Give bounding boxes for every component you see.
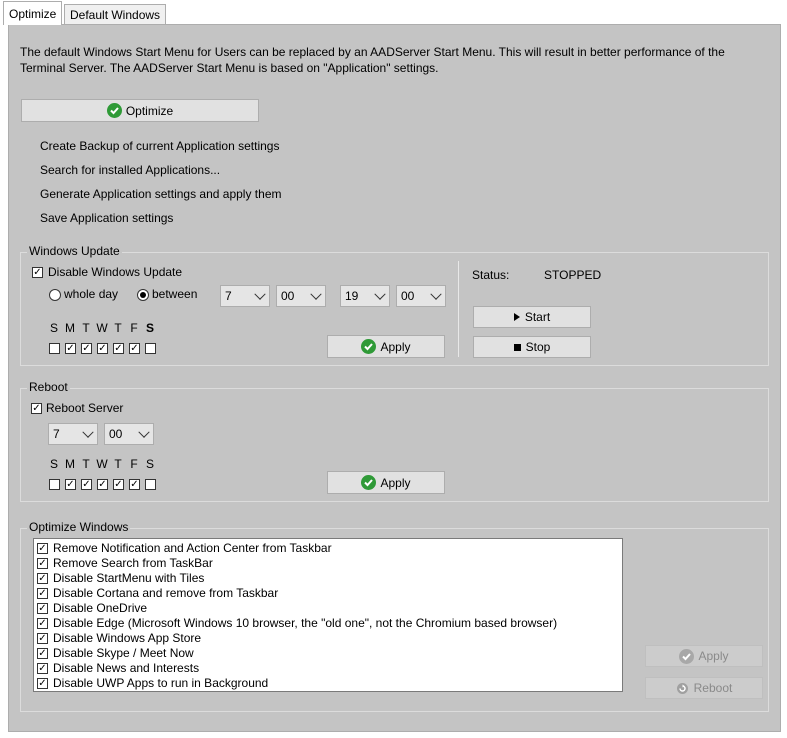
wu-day-checkbox-sun[interactable]	[49, 343, 60, 354]
from-hour-select[interactable]	[220, 285, 270, 307]
reboot-day-checkbox-tue[interactable]	[81, 479, 92, 490]
step-create-backup: Create Backup of current Application settings	[40, 139, 280, 153]
list-item-checkbox[interactable]	[37, 603, 48, 614]
tab-default-windows[interactable]: Default Windows	[64, 4, 166, 25]
chevron-down-icon	[254, 289, 265, 300]
reboot-day-checkbox-wed[interactable]	[97, 479, 108, 490]
play-icon	[514, 313, 520, 321]
list-item-label: Disable StartMenu with Tiles	[53, 571, 205, 585]
list-item-checkbox[interactable]	[37, 633, 48, 644]
reboot-day-checkbox-thu[interactable]	[113, 479, 124, 490]
chevron-down-icon	[138, 427, 149, 438]
list-item-checkbox[interactable]	[37, 588, 48, 599]
windows-update-apply-label: Apply	[380, 339, 411, 354]
wu-day-label: T	[82, 321, 90, 335]
reboot-day-label: M	[65, 457, 75, 471]
disable-windows-update-label: Disable Windows Update	[48, 265, 183, 279]
list-item-checkbox[interactable]	[37, 663, 48, 674]
wu-day-label: F	[130, 321, 138, 335]
from-hour-value: 7	[225, 289, 232, 303]
reboot-server-label: Reboot Server	[46, 401, 124, 415]
list-item-checkbox[interactable]	[37, 558, 48, 569]
optimize-panel	[8, 24, 781, 732]
whole-day-radio[interactable]	[49, 289, 61, 301]
list-item-label: Disable Windows App Store	[53, 631, 202, 645]
chevron-down-icon	[430, 289, 441, 300]
reboot-day-label: T	[114, 457, 122, 471]
chevron-down-icon	[82, 427, 93, 438]
reboot-apply-label: Apply	[380, 475, 411, 490]
list-item-label: Disable Edge (Microsoft Windows 10 browser, the "old one", not the Chromium based browser)	[53, 616, 558, 630]
list-item-label: Disable UWP Apps to run in Background	[53, 676, 269, 690]
list-item-label: Remove Notification and Action Center from Taskbar	[53, 541, 332, 555]
start-button-label: Start	[524, 310, 551, 324]
step-generate-settings: Generate Application settings and apply them	[40, 187, 282, 201]
chevron-down-icon	[310, 289, 321, 300]
from-minute-select[interactable]	[276, 285, 326, 307]
from-minute-value: 00	[281, 289, 295, 303]
between-radio[interactable]	[137, 289, 149, 301]
reboot-day-checkbox-mon[interactable]	[65, 479, 76, 490]
whole-day-label: whole day	[64, 287, 119, 301]
reboot-title: Reboot	[29, 380, 68, 394]
wu-day-checkbox-wed[interactable]	[97, 343, 108, 354]
optimize-windows-title: Optimize Windows	[29, 520, 129, 534]
reboot-hour-select[interactable]	[48, 423, 98, 445]
wu-day-checkbox-thu[interactable]	[113, 343, 124, 354]
wu-day-label: S	[49, 321, 58, 335]
status-label: Status:	[472, 268, 510, 282]
reboot-minute-select[interactable]	[104, 423, 154, 445]
wu-day-label: W	[96, 321, 108, 335]
reboot-day-label: T	[82, 457, 90, 471]
optimize-windows-list[interactable]	[33, 538, 623, 692]
reboot-day-checkbox-sun[interactable]	[49, 479, 60, 490]
reboot-day-label: S	[145, 457, 154, 471]
list-item-checkbox[interactable]	[37, 618, 48, 629]
wu-day-label: M	[65, 321, 75, 335]
wu-day-checkbox-sat[interactable]	[145, 343, 156, 354]
reboot-now-label: Reboot	[693, 681, 733, 695]
reboot-day-label: S	[49, 457, 58, 471]
list-item-label: Disable Skype / Meet Now	[53, 646, 194, 660]
to-hour-value: 19	[345, 289, 359, 303]
between-label: between	[152, 287, 198, 301]
status-value: STOPPED	[544, 268, 602, 282]
windows-update-title: Windows Update	[29, 244, 120, 258]
check-circle-icon	[361, 339, 376, 354]
wu-day-checkbox-mon[interactable]	[65, 343, 76, 354]
optimize-windows-apply-button[interactable]	[645, 645, 763, 667]
list-item-checkbox[interactable]	[37, 678, 48, 689]
list-item-label: Disable Cortana and remove from Taskbar	[53, 586, 279, 600]
step-save-settings: Save Application settings	[40, 211, 174, 225]
to-minute-value: 00	[401, 289, 415, 303]
reboot-hour-value: 7	[53, 427, 60, 441]
list-item-checkbox[interactable]	[37, 573, 48, 584]
list-item-label: Disable News and Interests	[53, 661, 200, 675]
stop-icon	[514, 344, 521, 351]
reboot-day-label: F	[130, 457, 138, 471]
reboot-minute-value: 00	[109, 427, 123, 441]
reboot-now-button[interactable]	[645, 677, 763, 699]
to-minute-select[interactable]	[396, 285, 446, 307]
disable-windows-update-checkbox[interactable]	[32, 267, 43, 278]
reboot-server-checkbox[interactable]	[31, 403, 42, 414]
wu-day-checkbox-fri[interactable]	[129, 343, 140, 354]
step-search-applications: Search for installed Applications...	[40, 163, 221, 177]
optimize-windows-apply-label: Apply	[698, 649, 729, 663]
stop-button[interactable]	[473, 336, 591, 358]
check-circle-icon	[361, 475, 376, 490]
reboot-day-checkbox-sat[interactable]	[145, 479, 156, 490]
optimize-button-label: Optimize	[125, 103, 174, 118]
reboot-day-label: W	[96, 457, 108, 471]
optimize-button[interactable]	[21, 99, 259, 122]
reboot-icon	[676, 682, 689, 695]
description-text: The default Windows Start Menu for Users can be replaced by an AADServer Start Menu. This will result in better performance of the Terminal Server. The AADServer Start Menu is based on "Application" settings.	[20, 45, 725, 75]
wu-day-checkbox-tue[interactable]	[81, 343, 92, 354]
list-item-label: Remove Search from TaskBar	[53, 556, 213, 570]
check-circle-icon	[107, 103, 122, 118]
wu-day-label: S	[145, 321, 154, 335]
reboot-day-checkbox-fri[interactable]	[129, 479, 140, 490]
reboot-apply-button[interactable]	[327, 471, 445, 494]
tab-optimize[interactable]: Optimize	[3, 1, 62, 25]
list-item-label: Disable OneDrive	[53, 601, 148, 615]
wu-day-label: T	[114, 321, 122, 335]
start-button[interactable]	[473, 306, 591, 328]
chevron-down-icon	[374, 289, 385, 300]
status-divider	[458, 261, 459, 357]
list-item-checkbox[interactable]	[37, 648, 48, 659]
to-hour-select[interactable]	[340, 285, 390, 307]
check-circle-icon	[679, 649, 694, 664]
windows-update-apply-button[interactable]	[327, 335, 445, 358]
list-item-checkbox[interactable]	[37, 543, 48, 554]
stop-button-label: Stop	[525, 340, 551, 354]
